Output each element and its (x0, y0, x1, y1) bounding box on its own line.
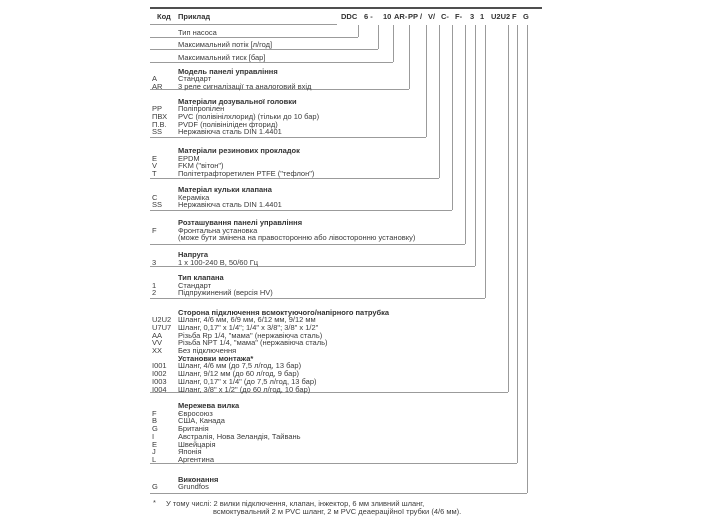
description-cell: PVDF (полівініліден фторид) (178, 119, 278, 129)
section-title: Матеріали резинових прокладок (178, 146, 300, 155)
code-cell: T (152, 169, 157, 179)
code-token: V/ (428, 12, 436, 21)
section-divider (150, 37, 358, 38)
description-cell: Тип насоса (178, 27, 217, 37)
code-token: 6 - (364, 12, 373, 21)
code-token: AR- (394, 12, 408, 21)
section-title: Виконання (178, 474, 219, 484)
code-column-header: Код (157, 12, 171, 21)
description-cell: Аргентина (178, 454, 214, 464)
code-cell: G (152, 424, 158, 434)
code-cell: F (152, 225, 157, 235)
section-divider (150, 137, 426, 138)
description-cell: Grundfos (178, 482, 209, 492)
code-cell: E (152, 153, 158, 163)
code-cell: V (152, 161, 158, 171)
section-divider (150, 244, 465, 245)
code-cell: SS (152, 127, 163, 137)
code-cell: J (152, 447, 156, 457)
code-cell: I (152, 431, 155, 441)
description-cell: Політетрафторетилен PTFE ("тефлон") (178, 169, 315, 179)
connector-line-vertical (527, 25, 528, 493)
section-title: Сторона підключення всмоктуючого/напірного патрубка (178, 307, 390, 317)
section-title: Матеріал кульки клапана (178, 185, 272, 194)
code-cell: П.В. (152, 119, 167, 129)
connector-line-vertical (378, 25, 379, 49)
description-cell: Британія (178, 424, 209, 434)
code-cell: I003 (152, 376, 167, 386)
top-rule (150, 7, 542, 9)
code-cell: B (152, 416, 158, 426)
code-cell: I004 (152, 384, 167, 394)
code-token: PP / (408, 12, 423, 21)
code-cell: C (152, 192, 158, 202)
code-cell: L (152, 454, 157, 464)
example-column-header: Приклад (178, 12, 211, 21)
section-title: Тип клапана (178, 273, 224, 282)
section-divider (150, 298, 485, 299)
code-cell: I002 (152, 369, 167, 379)
code-cell: 2 (152, 288, 157, 298)
description-cell: Шланг, 4/6 мм (до 7,5 л/год, 13 бар) (178, 361, 302, 371)
code-cell: E (152, 439, 158, 449)
description-cell: Шланг, 4/6 мм, 6/9 мм, 6/12 мм, 9/12 мм (178, 315, 316, 325)
description-cell: PVC (полівінілхлорид) (тільки до 10 бар) (178, 111, 320, 121)
code-token: 10 (383, 12, 392, 21)
description-cell: 1 x 100-240 В, 50/60 Гц (178, 257, 259, 267)
description-cell: Кераміка (178, 192, 210, 202)
section-divider (150, 178, 439, 179)
description-cell: 3 реле сигналізації та аналоговий вхід (178, 81, 312, 91)
section-title: Розташування панелі управління (178, 218, 303, 227)
connector-line-vertical (508, 25, 509, 392)
connector-line-vertical (485, 25, 486, 298)
code-cell: U7U7 (152, 322, 172, 332)
description-cell: Швейцарія (178, 439, 216, 449)
connector-line-vertical (358, 25, 359, 37)
connector-line-vertical (465, 25, 466, 244)
section-title: Мережева вилка (178, 401, 240, 410)
code-token: U2U2 (491, 12, 511, 21)
connector-line-vertical (517, 25, 518, 463)
footnote-line: У тому числі: 2 вилки підключення, клапан, інжектор, 6 мм зливний шланг, (166, 498, 425, 508)
code-cell: U2U2 (152, 315, 172, 325)
footnote-line: всмоктувальний 2 м PVC шланг, 2 м PVC деаераційної трубки (4/6 мм). (213, 507, 462, 516)
code-cell: ПВХ (152, 111, 168, 121)
description-cell: Шланг, 0,17" x 1/4" (до 7,5 л/год, 13 бар) (178, 376, 317, 386)
code-token: C- (441, 12, 449, 21)
description-cell: Різьба Rp 1/4, "мама" (нержавіюча сталь) (178, 330, 323, 340)
description-cell: Поліпропілен (178, 104, 225, 114)
description-cell: Стандарт (178, 280, 212, 290)
description-cell: Максимальний тиск [бар] (178, 52, 266, 62)
description-cell: Максимальний потік [л/год] (178, 40, 273, 49)
description-cell: Японія (178, 447, 202, 457)
footnote-marker: * (153, 497, 156, 507)
description-cell: Різьба NPT 1/4, "мама" (нержавіюча сталь) (178, 338, 328, 348)
description-cell: США, Канада (178, 416, 225, 426)
description-cell: Євросоюз (178, 408, 213, 418)
section-divider (150, 49, 378, 50)
section-divider (150, 493, 527, 494)
section-title: Модель панелі управління (178, 66, 278, 76)
connector-line-vertical (452, 25, 453, 210)
description-cell: Стандарт (178, 74, 212, 84)
section-title: Матеріали дозувальної головки (178, 96, 297, 106)
code-token: 3 (470, 12, 475, 21)
description-cell: Шланг, 3/8" x 1/2" (до 60 л/год, 10 бар) (178, 384, 311, 394)
connector-line-vertical (426, 25, 427, 137)
code-cell: 1 (152, 280, 157, 290)
section-divider (150, 62, 393, 63)
connector-line-vertical (409, 25, 410, 89)
code-token: DDC (341, 12, 358, 21)
code-cell: I001 (152, 361, 167, 371)
description-cell: Нержавіюча сталь DIN 1.4401 (178, 200, 282, 210)
code-token: G (523, 12, 529, 21)
code-cell: SS (152, 200, 163, 210)
description-cell: Нержавіюча сталь DIN 1.4401 (178, 127, 282, 137)
description-cell: Австралія, Нова Зеландія, Тайвань (178, 431, 301, 441)
code-cell: 3 (152, 257, 157, 267)
code-token: F- (455, 12, 463, 21)
description-cell: Без підключення (178, 346, 237, 355)
code-cell: AR (152, 81, 163, 91)
subsection-title: Установки монтажа* (178, 353, 254, 363)
code-token: F (512, 12, 517, 21)
header-underline (150, 24, 337, 25)
code-token: 1 (480, 12, 485, 21)
code-cell: VV (152, 338, 163, 348)
code-cell: PP (152, 104, 163, 114)
description-cell: EPDM (178, 153, 200, 163)
description-cell: Шланг, 9/12 мм (до 60 л/год, 9 бар) (178, 369, 299, 379)
description-cell: Підпружинений (версія HV) (178, 288, 273, 298)
code-cell: XX (152, 346, 163, 355)
code-cell: A (152, 74, 158, 84)
description-cell: FKM ("вітон") (178, 161, 224, 171)
connector-line-vertical (439, 25, 440, 178)
section-divider (150, 210, 452, 211)
code-cell: F (152, 408, 157, 418)
connector-line-vertical (393, 25, 394, 62)
code-cell: AA (152, 330, 163, 340)
description-cell: Шланг, 0,17" x 1/4"; 1/4" x 3/8"; 3/8" x 1/2" (178, 322, 319, 332)
connector-line-vertical (475, 25, 476, 266)
section-title: Напруга (178, 250, 209, 259)
description-cell: Фронтальна установка (178, 225, 258, 235)
description-cell: (може бути змінена на правосторонню або лівосторонню установку) (178, 233, 416, 243)
code-cell: G (152, 482, 158, 492)
